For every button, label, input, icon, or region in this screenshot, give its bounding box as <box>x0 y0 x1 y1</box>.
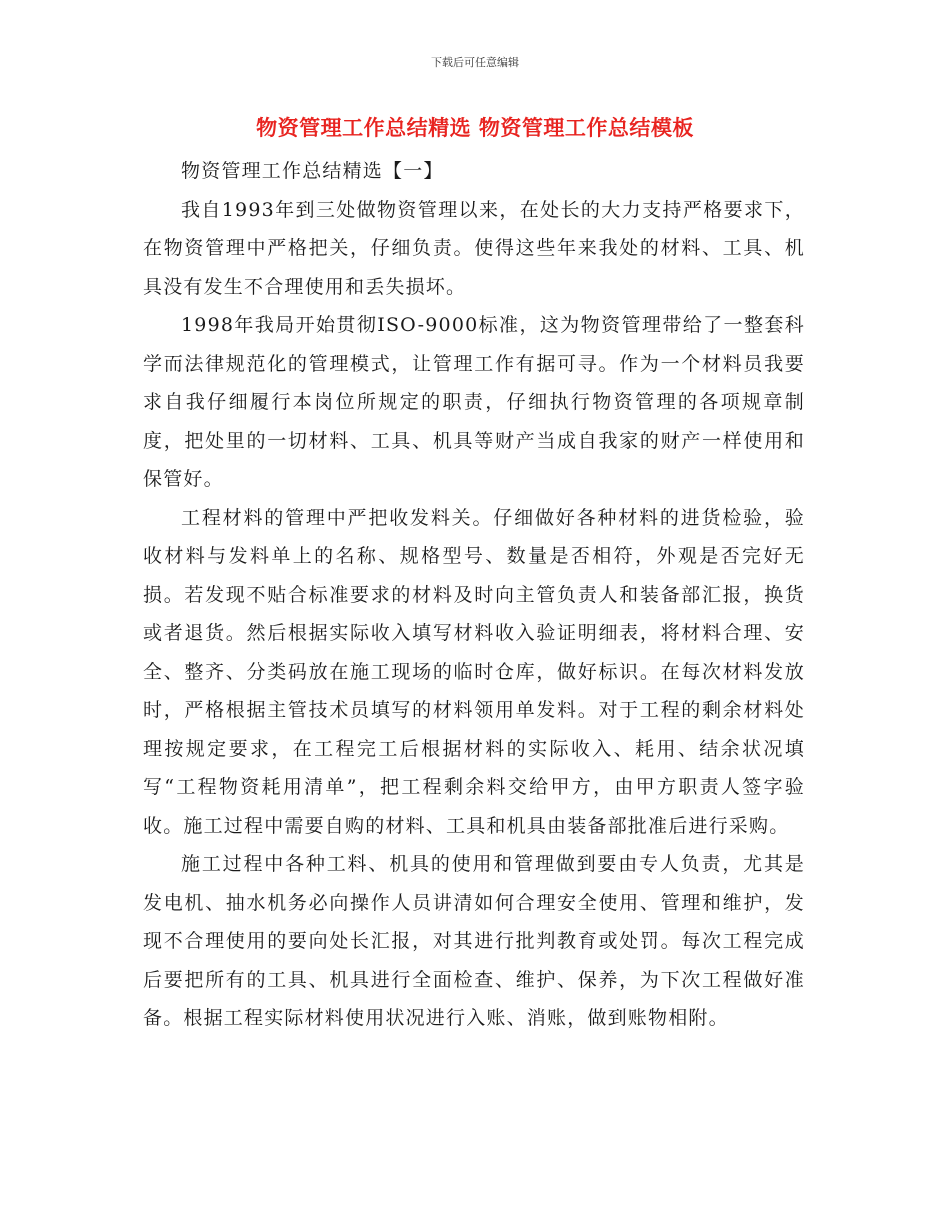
paragraph-2: 1998年我局开始贯彻ISO-9000标准，这为物资管理带给了一整套科学而法律规范化的管理模式，让管理工作有据可寻。作为一个材料员我要求自我仔细履行本岗位所规定的职责，仔细执行物资管理的各项规章制度，把处里的一切材料、工具、机具等财产当成自我家的财产一样使用和保管好。 <box>143 314 805 490</box>
document-title: 物资管理工作总结精选 物资管理工作总结模板 <box>256 115 694 140</box>
paragraph-4: 施工过程中各种工料、机具的使用和管理做到要由专人负责，尤其是发电机、抽水机务必向操作人员讲清如何合理安全使用、管理和维护，发现不合理使用的要向处长汇报，对其进行批判教育或处罚。每次工程完成后要把所有的工具、机具进行全面检查、维护、保养，为下次工程做好准备。根据工程实际材料使用状况进行入账、消账，做到账物相附。 <box>143 853 805 1029</box>
document-body <box>143 152 805 1038</box>
section-heading: 物资管理工作总结精选【一】 <box>181 160 444 182</box>
paragraph-1: 我自1993年到三处做物资管理以来，在处长的大力支持严格要求下，在物资管理中严格把关，仔细负责。使得这些年来我处的材料、工具、机具没有发生不合理使用和丢失损坏。 <box>143 198 805 298</box>
paragraph-3: 工程材料的管理中严把收发料关。仔细做好各种材料的进货检验，验收材料与发料单上的名称、规格型号、数量是否相符，外观是否完好无损。若发现不贴合标准要求的材料及时向主管负责人和装备部汇报，换货或者退货。然后根据实际收入填写材料收入验证明细表，将材料合理、安全、整齐、分类码放在施工现场的临时仓库，做好标识。在每次材料发放时，严格根据主管技术员填写的材料领用单发料。对于工程的剩余材料处理按规定要求，在工程完工后根据材料的实际收入、耗用、结余状况填写“工程物资耗用清单”，把工程剩余料交给甲方，由甲方职责人签字验收。施工过程中需要自购的材料、工具和机具由装备部批准后进行采购。 <box>143 506 805 837</box>
page-header-note: 下载后可任意编辑 <box>431 56 519 69</box>
